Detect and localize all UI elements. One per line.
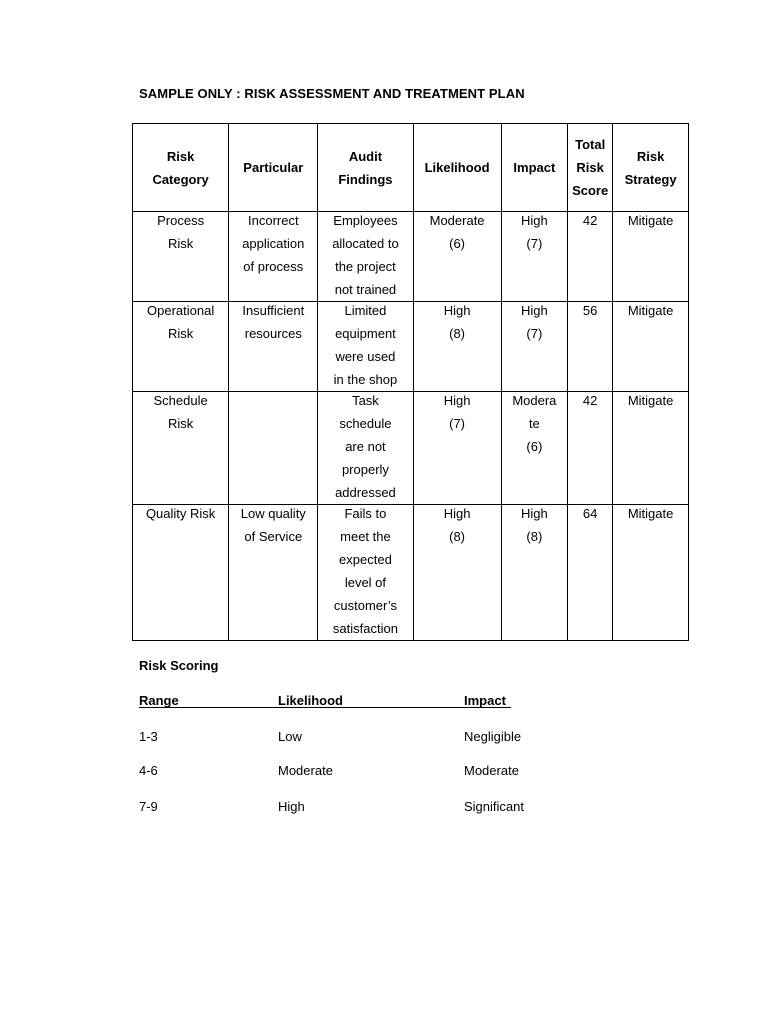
cell-audit-findings: Employees allocated to the project not trained <box>318 212 413 302</box>
scoring-header-impact: Impact <box>464 693 506 708</box>
scoring-range: 7-9 <box>139 799 158 814</box>
cell-likelihood: High (7) <box>413 392 501 505</box>
header-likelihood: Likelihood <box>413 124 501 212</box>
cell-impact: High (7) <box>501 212 568 302</box>
cell-likelihood: High (8) <box>413 302 501 392</box>
document-title: SAMPLE ONLY : RISK ASSESSMENT AND TREATMENT PLAN <box>139 86 525 101</box>
table-row <box>133 302 689 392</box>
scoring-range: 1-3 <box>139 729 158 744</box>
scoring-row <box>139 729 539 745</box>
cell-total-risk-score: 64 <box>568 505 613 641</box>
scoring-likelihood: Low <box>278 729 302 744</box>
cell-total-risk-score: 42 <box>568 212 613 302</box>
header-total-risk-score: Total Risk Score <box>568 124 613 212</box>
cell-risk-category: Process Risk <box>133 212 229 302</box>
risk-scoring-title: Risk Scoring <box>139 658 219 673</box>
risk-scoring-header <box>139 693 519 709</box>
cell-risk-strategy: Mitigate <box>613 212 689 302</box>
cell-risk-strategy: Mitigate <box>613 505 689 641</box>
cell-risk-category: Schedule Risk <box>133 392 229 505</box>
scoring-header-underline <box>139 707 511 708</box>
cell-particular <box>229 392 318 505</box>
cell-risk-category: Quality Risk <box>133 505 229 641</box>
header-impact: Impact <box>501 124 568 212</box>
cell-likelihood: Moderate (6) <box>413 212 501 302</box>
scoring-row <box>139 799 539 815</box>
scoring-likelihood: High <box>278 799 305 814</box>
cell-likelihood: High (8) <box>413 505 501 641</box>
scoring-range: 4-6 <box>139 763 158 778</box>
scoring-impact: Moderate <box>464 763 519 778</box>
scoring-likelihood: Moderate <box>278 763 333 778</box>
cell-impact: High (8) <box>501 505 568 641</box>
cell-audit-findings: Limited equipment were used in the shop <box>318 302 413 392</box>
cell-particular: Low quality of Service <box>229 505 318 641</box>
header-risk-category: Risk Category <box>133 124 229 212</box>
cell-total-risk-score: 56 <box>568 302 613 392</box>
cell-audit-findings: Task schedule are not properly addressed <box>318 392 413 505</box>
cell-audit-findings: Fails to meet the expected level of customer’s satisfaction <box>318 505 413 641</box>
cell-impact: Modera te (6) <box>501 392 568 505</box>
scoring-row <box>139 763 539 779</box>
table-row <box>133 212 689 302</box>
cell-risk-category: Operational Risk <box>133 302 229 392</box>
scoring-header-range: Range <box>139 693 179 708</box>
header-particular: Particular <box>229 124 318 212</box>
table-header-row <box>133 124 689 212</box>
cell-total-risk-score: 42 <box>568 392 613 505</box>
cell-particular: Insufficient resources <box>229 302 318 392</box>
cell-risk-strategy: Mitigate <box>613 392 689 505</box>
table-row <box>133 392 689 505</box>
table-row <box>133 505 689 641</box>
risk-assessment-table <box>132 123 689 641</box>
scoring-impact: Negligible <box>464 729 522 744</box>
cell-particular: Incorrect application of process <box>229 212 318 302</box>
header-audit-findings: Audit Findings <box>318 124 413 212</box>
header-risk-strategy: Risk Strategy <box>613 124 689 212</box>
cell-impact: High (7) <box>501 302 568 392</box>
scoring-impact: Significant <box>464 799 524 814</box>
scoring-header-likelihood: Likelihood <box>278 693 343 708</box>
cell-risk-strategy: Mitigate <box>613 302 689 392</box>
